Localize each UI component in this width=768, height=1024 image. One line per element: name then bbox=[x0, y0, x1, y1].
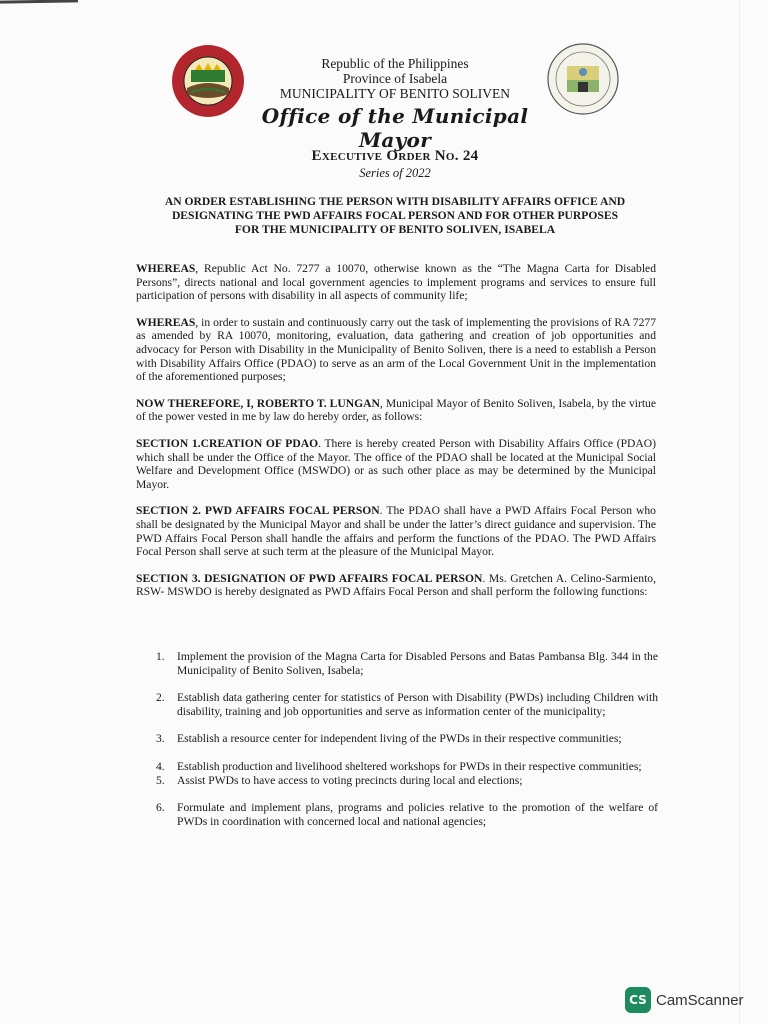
list-item bbox=[150, 691, 658, 718]
section-2-paragraph bbox=[136, 504, 656, 558]
paragraph-label: NOW THEREFORE, I, ROBERTO T. LUNGAN bbox=[136, 396, 380, 410]
list-item-number: 1. bbox=[156, 650, 165, 663]
order-heading-line: AN ORDER ESTABLISHING THE PERSON WITH DISABILITY AFFAIRS OFFICE AND bbox=[164, 195, 626, 208]
section-1-paragraph bbox=[136, 437, 656, 491]
government-header bbox=[260, 56, 530, 101]
paragraph-text: , Republic Act No. 7277 a 10070, otherwise known as the “The Magna Carta for Disabled Persons”, directs national and local government agencies to implement programs and services to ensure full participation of persons with disability in all aspects of community life; bbox=[136, 262, 656, 303]
paragraph-text: . The PDAO shall have a PWD Affairs Focal Person who shall be designated by the Municipal Mayor and shall be under the latter’s direct guidance and supervision. The PWD Affairs Focal Person shall handle the affairs and perform the functions of the PDAO. The PWD Affairs Focal Person shall serve at such term at the pleasure of the Municipal Mayor. bbox=[136, 504, 656, 559]
now-therefore-paragraph bbox=[136, 397, 656, 424]
section-3-paragraph bbox=[136, 572, 656, 599]
list-item-text: Formulate and implement plans, programs and policies relative to the promotion of the welfare of PWDs in coordination with concerned local and national agencies; bbox=[177, 801, 658, 828]
order-heading-line: DESIGNATING THE PWD AFFAIRS FOCAL PERSON AND FOR OTHER PURPOSES bbox=[171, 209, 619, 222]
executive-order-series: Series of 2022 bbox=[359, 166, 431, 180]
header-municipality: MUNICIPALITY OF BENITO SOLIVEN bbox=[279, 86, 511, 101]
list-item-number: 6. bbox=[156, 801, 165, 815]
list-item bbox=[150, 774, 658, 788]
office-title: Office of the Municipal Mayor bbox=[261, 104, 529, 152]
camscanner-watermark bbox=[625, 986, 744, 1014]
list-item-text: Establish a resource center for independent living of the PWDs in their respective communities; bbox=[177, 732, 622, 746]
paragraph-text: . There is hereby created Person with Disability Affairs Office (PDAO) which shall be under the Office of the Mayor. The office of the PDAO shall be located at the Municipal Social Welfare and Development Office (MSWDO) or as such other place as may be determined by the Municipal Mayor. bbox=[136, 436, 656, 491]
list-item-text: Establish production and livelihood sheltered workshops for PWDs in their respective communities; bbox=[177, 759, 642, 773]
list-item bbox=[150, 760, 658, 774]
whereas-paragraph-1 bbox=[136, 262, 656, 303]
list-item bbox=[150, 650, 658, 677]
paragraph-text: , in order to sustain and continuously carry out the task of implementing the provisions of RA 7277 as amended by RA 10070, monitoring, evaluation, data gathering and creation of job opportunities and advocacy for Person with Disability in the Municipality of Benito Soliven, there is a need to establish a Person with Disability Affairs Office (PDAO) to serve as an arm of the Local Government Unit in the implementation of the aforementioned purposes; bbox=[136, 315, 656, 384]
header-province: Province of Isabela bbox=[342, 71, 448, 86]
paragraph-label: SECTION 1.CREATION OF PDAO bbox=[136, 436, 319, 450]
scan-corner-mark bbox=[0, 0, 78, 4]
paragraph-label: SECTION 3. DESIGNATION OF PWD AFFAIRS FOCAL PERSON bbox=[136, 571, 483, 585]
list-item bbox=[150, 732, 658, 746]
list-item-number: 2. bbox=[156, 691, 165, 705]
executive-order-number: Executive Order No. 24 bbox=[311, 148, 479, 164]
order-body bbox=[136, 262, 656, 612]
camscanner-label: CamScanner bbox=[656, 991, 744, 1009]
scan-edge-line bbox=[739, 0, 740, 1024]
paragraph-label: WHEREAS bbox=[136, 315, 196, 329]
paragraph-text: . Ms. Gretchen A. Celino-Sarmiento, RSW- MSWDO is hereby designated as PWD Affairs Focal Person and shall perform the following functions: bbox=[136, 571, 656, 599]
paragraph-text: , Municipal Mayor of Benito Soliven, Isabela, by the virtue of the power vested in me by law do hereby order, as follows: bbox=[136, 396, 656, 424]
list-item-number: 4. bbox=[156, 759, 165, 773]
order-heading-line: FOR THE MUNICIPALITY OF BENITO SOLIVEN, ISABELA bbox=[234, 223, 556, 236]
list-item-number: 3. bbox=[156, 732, 165, 746]
camscanner-logo-icon: CS bbox=[625, 987, 651, 1013]
whereas-paragraph-2 bbox=[136, 316, 656, 384]
paragraph-label: WHEREAS bbox=[136, 262, 196, 275]
list-item-text: Implement the provision of the Magna Carta for Disabled Persons and Batas Pambansa Blg. 344 in the Municipality of Benito Soliven, Isabela; bbox=[177, 650, 658, 677]
paragraph-label: SECTION 2. PWD AFFAIRS FOCAL PERSON bbox=[136, 504, 380, 518]
functions-list bbox=[150, 650, 658, 828]
order-heading bbox=[135, 195, 655, 237]
list-item bbox=[150, 801, 658, 828]
list-item-number: 5. bbox=[156, 773, 165, 787]
header-republic: Republic of the Philippines bbox=[321, 56, 469, 71]
list-item-text: Establish data gathering center for statistics of Person with Disability (PWDs) including Children with disability, training and job opportunities and serve as information center of the municipality; bbox=[177, 691, 658, 718]
list-item-text: Assist PWDs to have access to voting precincts during local and elections; bbox=[177, 773, 523, 787]
